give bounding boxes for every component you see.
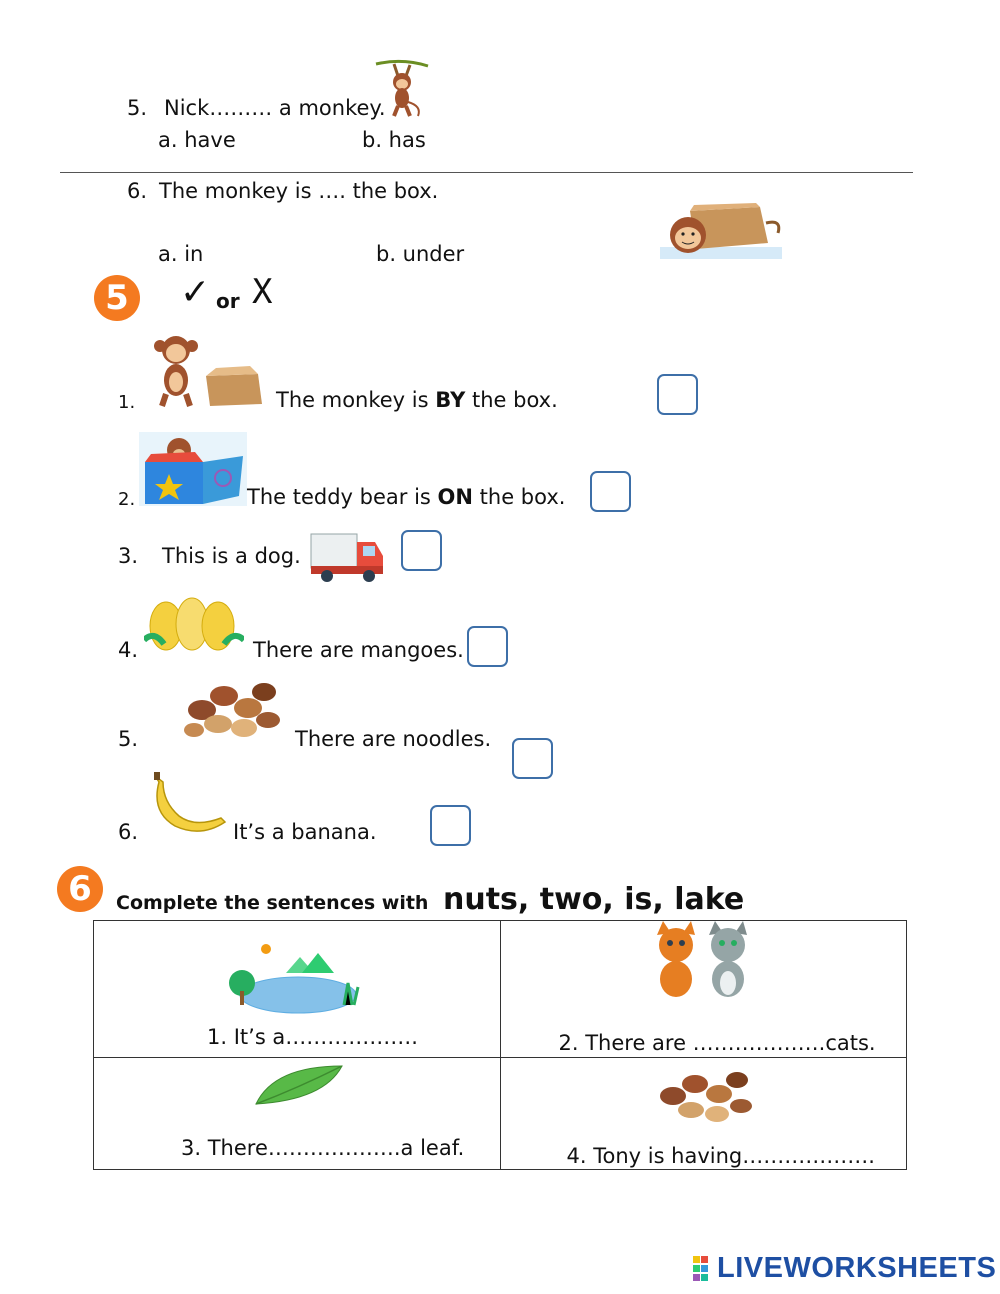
check-mark-icon: ✓ xyxy=(180,272,211,313)
item-5-number: 5. xyxy=(118,727,139,751)
completion-table xyxy=(93,920,907,1170)
q5-option-a[interactable]: a. have xyxy=(158,128,236,152)
cats-image xyxy=(647,921,759,997)
item-2-number: 2. xyxy=(118,489,136,510)
divider-line xyxy=(60,172,913,173)
item-4-text: There are mangoes. xyxy=(253,638,464,662)
q5-text: Nick……… a monkey. xyxy=(164,96,386,120)
q6-text: The monkey is …. the box. xyxy=(159,179,439,203)
item-1-text: The monkey is BY the box. xyxy=(276,388,558,412)
logo-text: LIVEWORKSHEETS xyxy=(717,1252,997,1284)
section-6-instruction: Complete the sentences with xyxy=(116,892,429,914)
liveworksheets-logo xyxy=(693,1252,996,1285)
item-5-text: There are noodles. xyxy=(295,727,492,751)
instruction-or: or xyxy=(216,289,240,313)
leaf-image xyxy=(254,1062,346,1106)
item-3-number: 3. xyxy=(118,544,139,568)
q6-option-b[interactable]: b. under xyxy=(376,242,465,266)
item-6-number: 6. xyxy=(118,820,139,844)
item-1-number: 1. xyxy=(118,392,136,413)
cross-mark-icon: X xyxy=(252,272,273,312)
q5-number: 5. xyxy=(127,96,148,120)
word-bank: nuts, two, is, lake xyxy=(443,882,745,917)
teddy-bear-box-image xyxy=(139,432,247,506)
cell-4 xyxy=(500,1058,907,1170)
item-6-answer-box[interactable] xyxy=(430,805,471,846)
nuts-image xyxy=(178,670,286,746)
item-6-text: It’s a banana. xyxy=(233,820,377,844)
cell-4-sentence: 4. Tony is having………………. xyxy=(566,1144,875,1168)
monkey-by-box-image xyxy=(146,330,266,410)
cell-3-sentence: 3. There……………….a leaf. xyxy=(181,1136,465,1160)
cell-1 xyxy=(94,921,501,1058)
lake-image xyxy=(226,943,362,1019)
item-1-answer-box[interactable] xyxy=(657,374,698,415)
nuts-small-image xyxy=(651,1062,757,1128)
q5-option-b[interactable]: b. has xyxy=(362,128,426,152)
item-4-answer-box[interactable] xyxy=(467,626,508,667)
truck-image xyxy=(309,528,385,584)
q6-number: 6. xyxy=(127,179,148,203)
item-2-answer-box[interactable] xyxy=(590,471,631,512)
mangoes-image xyxy=(144,590,244,654)
logo-blocks-icon xyxy=(693,1256,717,1282)
cell-3 xyxy=(94,1058,501,1170)
cell-1-sentence: 1. It’s a………………. xyxy=(207,1025,418,1049)
item-3-text: This is a dog. xyxy=(162,544,301,568)
section-6-badge: 6 xyxy=(57,866,103,912)
item-5-answer-box[interactable] xyxy=(512,738,553,779)
section-5-badge: 5 xyxy=(94,275,140,321)
cell-2 xyxy=(500,921,907,1058)
banana-image xyxy=(145,772,229,836)
item-4-number: 4. xyxy=(118,638,139,662)
item-3-answer-box[interactable] xyxy=(401,530,442,571)
cell-2-sentence: 2. There are ……………….cats. xyxy=(558,1031,876,1055)
q6-option-a[interactable]: a. in xyxy=(158,242,204,266)
monkey-hanging-image xyxy=(374,58,430,120)
monkey-in-box-image xyxy=(660,203,786,261)
item-2-text: The teddy bear is ON the box. xyxy=(247,485,566,509)
